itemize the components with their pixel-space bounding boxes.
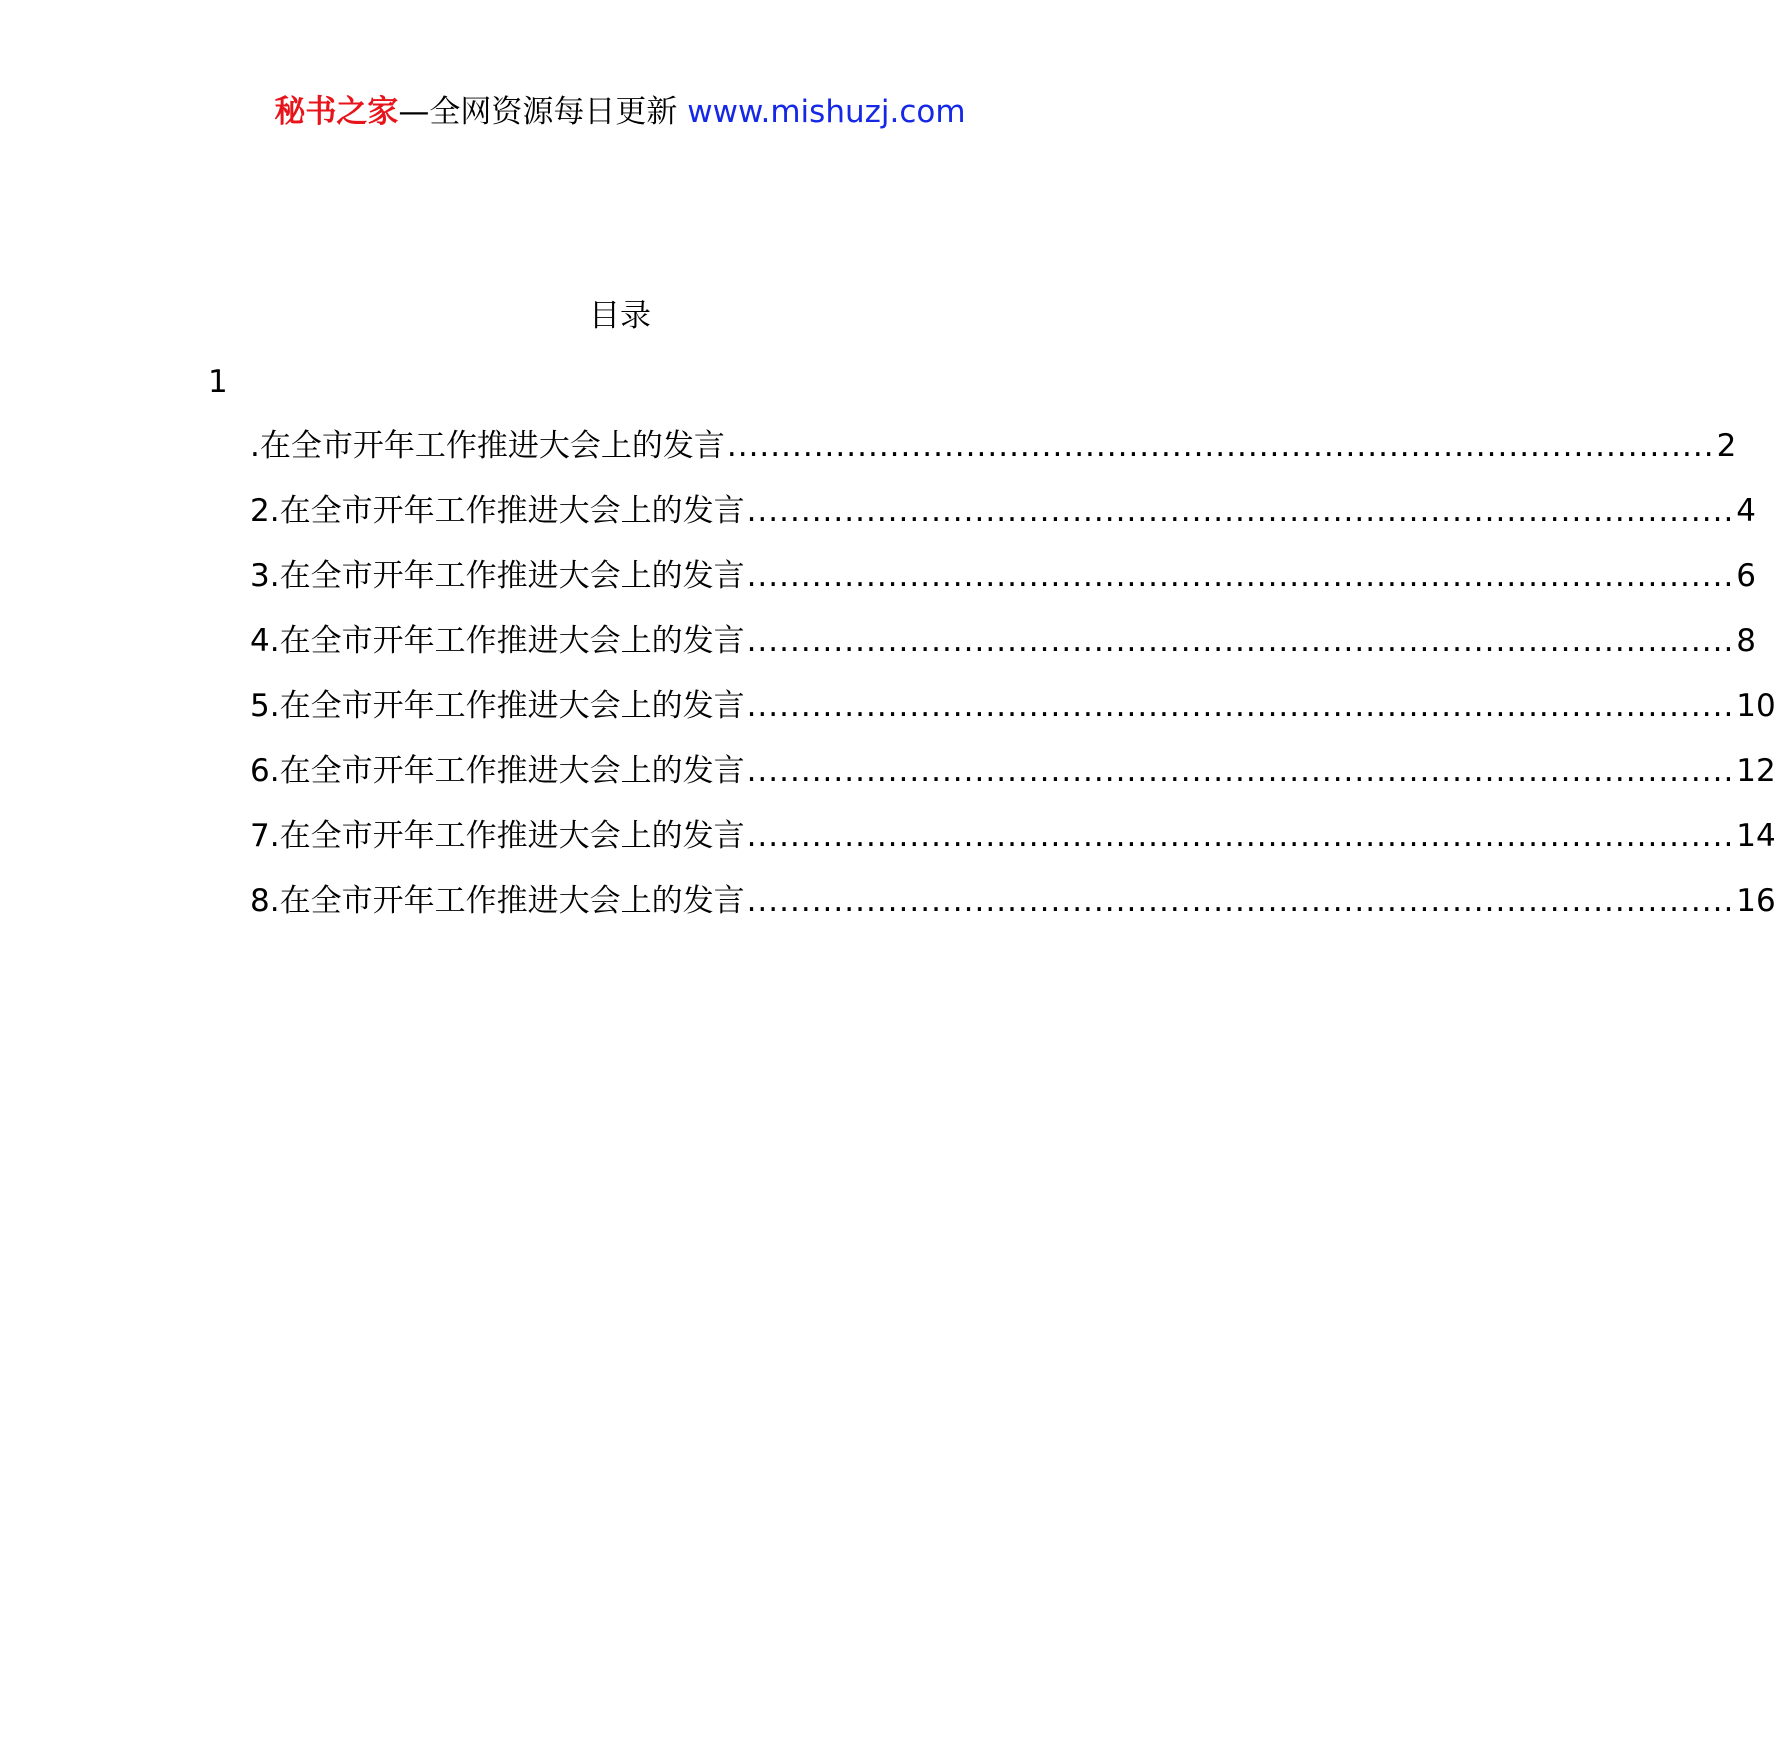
site-header: [0, 92, 1240, 132]
toc-title: 目录: [589, 298, 651, 334]
toc-page-number: 4: [1736, 493, 1757, 529]
toc-entry-title: .在全市开年工作推进大会上的发言: [250, 428, 725, 464]
toc-leader-dots: ...........................................................................................: [746, 818, 1735, 854]
toc-leader-dots: ...........................................................................................: [746, 558, 1735, 594]
toc-entry[interactable]: [250, 426, 1737, 491]
site-url-link[interactable]: www.mishuzj.com: [687, 94, 966, 130]
toc-entry-title: 5.在全市开年工作推进大会上的发言: [250, 688, 745, 724]
toc-page-number: 14: [1736, 818, 1776, 854]
toc-page-number: 10: [1736, 688, 1776, 724]
brand-name: 秘书之家: [274, 94, 399, 130]
toc-entry[interactable]: [250, 686, 1776, 751]
toc-entry[interactable]: [250, 751, 1776, 816]
header-tagline: —全网资源每日更新: [398, 94, 688, 130]
toc-page-number: 6: [1736, 558, 1757, 594]
toc-leader-dots: ...........................................................................................: [746, 883, 1735, 919]
toc-leader-dots: ...........................................................................................: [746, 623, 1735, 659]
toc-entry-title: 4.在全市开年工作推进大会上的发言: [250, 623, 745, 659]
toc-page-number: 8: [1736, 623, 1757, 659]
toc-page-number: 2: [1716, 428, 1737, 464]
toc-entry[interactable]: [250, 491, 1757, 556]
toc-entry[interactable]: [250, 621, 1757, 686]
toc-entry-title: 8.在全市开年工作推进大会上的发言: [250, 883, 745, 919]
toc-entry[interactable]: [250, 881, 1776, 946]
toc-leader-dots: ...........................................................................................: [746, 493, 1735, 529]
toc-leader-dots: ...........................................................................................: [726, 428, 1715, 464]
toc-entry-title: 3.在全市开年工作推进大会上的发言: [250, 558, 745, 594]
toc-entry-title: 7.在全市开年工作推进大会上的发言: [250, 818, 745, 854]
toc-page-number: 16: [1736, 883, 1776, 919]
toc-leader-dots: ...........................................................................................: [746, 753, 1735, 789]
toc-list: [250, 426, 1776, 946]
toc-entry[interactable]: [250, 556, 1757, 621]
toc-page-number: 12: [1736, 753, 1776, 789]
toc-entry-title: 6.在全市开年工作推进大会上的发言: [250, 753, 745, 789]
toc-section-number: 1: [208, 364, 228, 400]
toc-entry[interactable]: [250, 816, 1776, 881]
toc-leader-dots: ...........................................................................................: [746, 688, 1735, 724]
toc-entry-title: 2.在全市开年工作推进大会上的发言: [250, 493, 745, 529]
